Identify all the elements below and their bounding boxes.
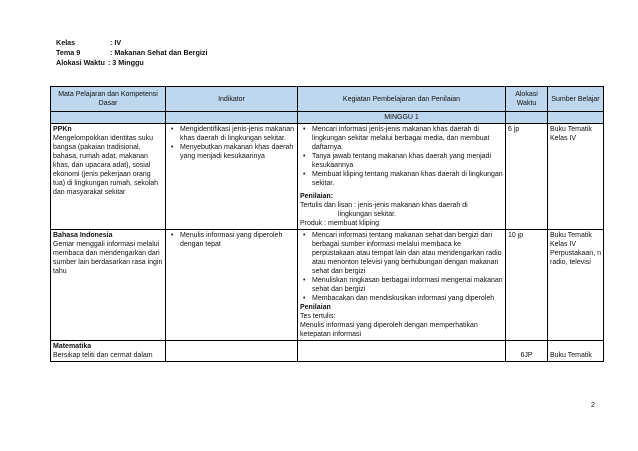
list-item: • Mengidentifikasi jenis-jenis makanan khas daerah di lingkungan sekitar.	[180, 125, 295, 143]
time-cell: 6JP	[506, 341, 548, 362]
list-item: • Membuat kliping tentang makanan khas daerah di lingkungan sekitar.	[312, 170, 503, 188]
assessment-title: Penilaian:	[300, 193, 334, 200]
col-header-kegiatan: Kegiatan Pembelajaran dan Penilaian	[298, 87, 506, 112]
indicator-cell	[166, 341, 298, 362]
time-cell: 6 jp	[506, 124, 548, 230]
kelas-label: Kelas	[56, 38, 76, 47]
col-header-sumber: Sumber Belajar	[548, 87, 604, 112]
activity-cell	[298, 230, 506, 341]
page-number: 2	[591, 402, 595, 409]
col-header-indikator: Indikator	[166, 87, 298, 112]
list-item: • Menuliskan ringkasan berbagai informasi mengenai makanan sehat dan bergizi	[312, 276, 503, 294]
list-item: • Mencari informasi tentang makanan sehat dan bergizi dari berbagai sumber informasi melalui membaca ke perpustakaan atau tempat lain dan atau mendengarkan radio atau menonton televisi yang berhubungan dengan makanan sehat dan bergizi	[312, 231, 503, 276]
indicator-cell	[166, 124, 298, 230]
list-item: • Menyebutkan makanan khas daerah yang menjadi kesukaannya	[180, 143, 295, 161]
assessment-title: Penilaian	[300, 304, 331, 311]
assessment-text: lingkungan sekitar.	[338, 211, 396, 218]
subject-title: PPKn	[53, 126, 72, 133]
list-item: • Mencari informasi jenis-jenis makanan khas daerah di lingkungan sekitar melalui berbagai media, dan membuat daftarnya.	[312, 125, 503, 152]
list-item: • Membacakan dan mendiskusikan informasi yang diperoleh	[312, 294, 503, 303]
activity-cell	[298, 124, 506, 230]
list-item: • Tanya jawab tentang makanan khas daerah yang menjadi kesukaannya	[312, 152, 503, 170]
subject-title: Matematika	[53, 343, 92, 350]
activity-cell	[298, 341, 506, 362]
competence-cell	[51, 341, 166, 362]
document-header	[56, 38, 207, 68]
source-cell: Buku Tematik Kelas IV Perpustakaan, n radio, televisi	[548, 230, 604, 341]
source-cell: Buku Tematik	[548, 341, 604, 362]
kelas-value: : IV	[110, 38, 122, 47]
col-header-alokasi: Alokasi Waktu	[506, 87, 548, 112]
assessment-text: Menulis informasi yang diperoleh dengan memperhatikan ketepatan informasi	[300, 322, 478, 338]
competence-cell	[51, 124, 166, 230]
col-header-mapel: Mata Pelajaran dan Kompetensi Dasar	[51, 87, 166, 112]
source-cell: Buku Tematik Kelas IV	[548, 124, 604, 230]
week-label: MINGGU 1	[298, 112, 506, 124]
assessment-text: Tertulis dan lisan : jenis-jenis makanan khas daerah di	[300, 202, 468, 209]
indicator-cell	[166, 230, 298, 341]
alokasi-label: Alokasi Waktu	[56, 58, 105, 67]
list-item: • Menulis informasi yang diperoleh dengan tepat	[180, 231, 295, 249]
table-row	[51, 230, 604, 341]
competence-text: Bersikap teliti dan cermat dalam	[53, 352, 153, 359]
assessment-text: Tes tertulis:	[300, 313, 336, 320]
syllabus-table	[50, 86, 604, 362]
table-row	[51, 341, 604, 362]
table-row	[51, 124, 604, 230]
tema-value: : Makanan Sehat dan Bergizi	[110, 48, 208, 57]
assessment-text: Produk : membuat kliping	[300, 220, 379, 227]
competence-text: Gemar menggali informasi melalui membaca dan mendengarkan dari sumber lain berdasarkan rasa ingin tahu	[53, 241, 163, 275]
subject-title: Bahasa Indonesia	[53, 232, 113, 239]
tema-label: Tema 9	[56, 48, 81, 57]
competence-text: Mengelompokkan identitas suku bangsa (pakaian tradisional, bahasa, rumah adat, makanan khas, dan upacara adat), sosial ekonomi (jenis pekerjaan orang tua) di lingkungan rumah, sekolah dan masyarakat sekitar	[53, 135, 159, 196]
time-cell: 10 jp	[506, 230, 548, 341]
alokasi-value: : 3 Minggu	[107, 58, 144, 67]
competence-cell	[51, 230, 166, 341]
table-header-row	[51, 87, 604, 112]
week-row	[51, 112, 604, 124]
